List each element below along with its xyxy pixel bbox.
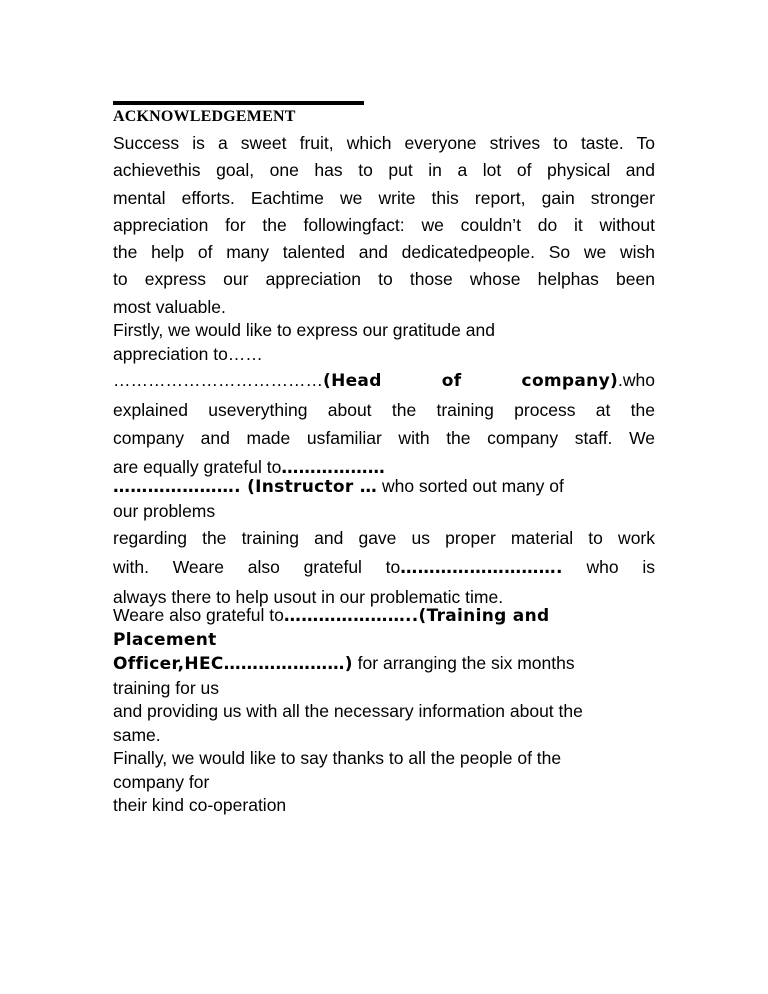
paragraph-line — [113, 553, 655, 583]
paragraph-line: company and made usfamiliar with the company staff. We — [113, 428, 655, 448]
paragraph-line: company for — [113, 771, 210, 792]
paragraph-line: achievethis goal, one has to put in a lot of physical and — [113, 160, 655, 181]
blank-dots: …………………. — [113, 477, 241, 497]
paragraph-line: most valuable. — [113, 296, 226, 317]
paragraph-line: training for us — [113, 677, 220, 698]
paragraph-line: and providing us with all the necessary information about the — [113, 701, 583, 721]
text-fragment: Weare also grateful to — [113, 605, 284, 625]
paragraph-training-material — [113, 524, 655, 612]
paragraph-line: regarding the training and gave us proper material to work — [113, 528, 655, 548]
paragraph-officer-hec — [113, 652, 655, 700]
paragraph-line: same. — [113, 724, 161, 745]
paragraph-information — [113, 700, 655, 747]
text-fragment: who is — [562, 557, 655, 577]
paragraph-placement-officer — [113, 603, 655, 652]
paragraph-instructor — [113, 474, 655, 523]
blank-dots: ……………… — [281, 457, 386, 478]
paragraph-line: to express our appreciation to those whose helphas been — [113, 269, 655, 290]
paragraph-finally — [113, 747, 655, 818]
paragraph-line: always there to help usout in our problematic time. — [113, 587, 504, 607]
paragraph-line: Finally, we would like to say thanks to all the people of the — [113, 748, 562, 768]
page-title: ACKNOWLEDGEMENT — [113, 108, 296, 125]
text-fragment: .who — [618, 370, 655, 390]
paragraph-success — [113, 130, 655, 321]
paragraph-head-of-company — [113, 366, 655, 482]
paragraph-line — [113, 603, 655, 628]
paragraph-line: our problems — [113, 501, 216, 521]
text-fragment: are equally grateful to — [113, 456, 282, 477]
paragraph-firstly — [113, 319, 655, 366]
placement-label: Placement — [113, 630, 217, 650]
training-placement-label: …………………..(Training and — [283, 606, 550, 626]
text-fragment: who sorted out many of — [377, 476, 564, 496]
instructor-label: (Instructor … — [240, 477, 378, 497]
heading-underline — [113, 101, 364, 105]
text-fragment: with. Weare also grateful to — [113, 557, 401, 577]
blank-dots: ……………………………… — [113, 370, 323, 390]
blank-dots: ………………………. — [400, 558, 563, 578]
paragraph-line: explained useverything about the training process at the — [113, 399, 655, 420]
paragraph-line: Firstly, we would like to express our gratitude and — [113, 320, 495, 340]
paragraph-line: Success is a sweet fruit, which everyone strives to taste. To — [113, 133, 655, 153]
paragraph-line: the help of many talented and dedicatedpeople. So we wish — [113, 242, 655, 263]
head-of-company-label: (Head of company) — [323, 371, 619, 391]
paragraph-line — [113, 652, 655, 677]
paragraph-line: appreciation for the followingfact: we couldn’t do it without — [113, 214, 655, 235]
paragraph-line: mental efforts. Eachtime we write this report, gain stronger — [113, 187, 655, 208]
paragraph-line — [113, 366, 655, 396]
paragraph-line: their kind co-operation — [113, 795, 287, 815]
paragraph-line: appreciation to…… — [113, 343, 263, 364]
text-fragment: for arranging the six months — [352, 653, 575, 673]
paragraph-line — [113, 474, 655, 499]
officer-hec-label: Officer,HEC…………………) — [113, 654, 353, 674]
